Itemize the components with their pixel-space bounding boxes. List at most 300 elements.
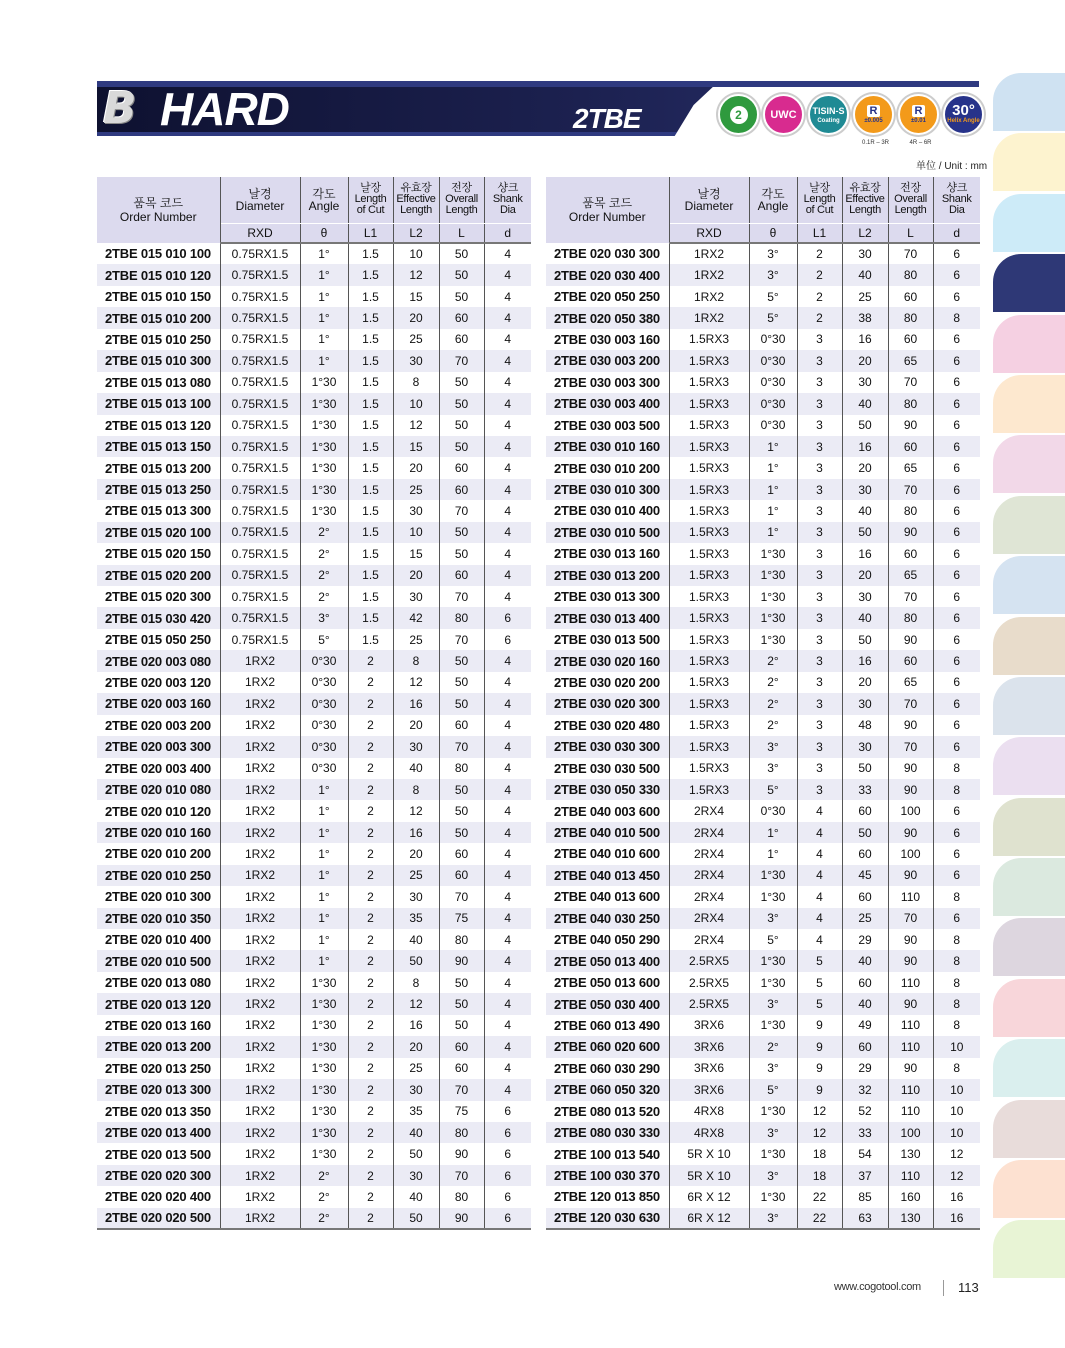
effective-length-cell: 25 [393,329,439,350]
shank-dia-cell: 6 [953,632,961,647]
side-tab[interactable] [993,1160,1065,1218]
effective-length-cell: 8 [393,972,439,993]
shank-dia-cell: 4 [484,479,531,500]
footer-website[interactable]: www.cogotool.com [834,1281,921,1293]
side-tab[interactable] [993,375,1065,433]
diameter-symbol: RXD [220,223,300,243]
l-symbol: L [888,223,933,243]
angle-cell: 2° [300,543,348,564]
effective-length-cell: 20 [842,565,888,586]
table-row [97,929,531,950]
order-number-cell: 2TBE 020 010 160 [97,822,220,843]
shank-dia-cell: 6 [484,1208,531,1229]
length-of-cut-cell: 4 [797,865,842,886]
diameter-cell: 1.5RX3 [669,543,749,564]
diameter-cell: 1RX2 [669,243,749,264]
side-tab[interactable] [993,858,1065,916]
table-row [97,586,531,607]
overall-length-cell: 50 [439,522,484,543]
effective-length-cell: 60 [842,800,888,821]
header-label: Length [849,204,881,217]
diameter-cell: 3RX6 [669,1015,749,1036]
effective-length-cell: 30 [842,243,888,264]
diameter-cell: 1RX2 [220,1165,300,1186]
side-tab[interactable] [993,1220,1065,1278]
overall-length-cell: 50 [439,693,484,714]
effective-length-cell: 30 [393,1165,439,1186]
header-label: 날경 [697,186,721,201]
overall-length-cell: 60 [439,457,484,478]
length-of-cut-cell: 2 [797,264,842,285]
table-row [546,1101,980,1122]
length-of-cut-cell: 3 [797,500,842,521]
length-of-cut-cell: 1.5 [348,565,393,586]
length-of-cut-cell: 2 [348,972,393,993]
side-tab[interactable] [993,315,1065,373]
length-of-cut-cell: 18 [797,1165,842,1186]
overall-length-cell: 60 [888,543,933,564]
order-number-cell: 2TBE 030 020 200 [546,672,669,693]
table-row [546,843,980,864]
shank-dia-cell: 4 [484,779,531,800]
effective-length-cell: 50 [842,415,888,436]
angle-cell: 5° [300,629,348,650]
table-row [97,758,531,779]
table-row [546,672,980,693]
radius-range-caption: 4R – 6R [909,140,932,146]
overall-length-cell: 50 [439,800,484,821]
order-number-cell: 2TBE 020 030 400 [546,264,669,285]
shank-dia-cell: 8 [933,779,980,800]
order-number-cell: 2TBE 030 030 500 [546,758,669,779]
order-number-cell: 2TBE 020 050 250 [546,286,669,307]
header-label: 각도 [312,186,336,201]
overall-length-cell: 70 [439,629,484,650]
length-of-cut-cell: 4 [797,886,842,907]
overall-length-cell: 50 [439,286,484,307]
table-row [546,243,980,264]
length-of-cut-cell: 1.5 [348,329,393,350]
overall-length-cell: 110 [888,1165,933,1186]
radius-range-caption: 0.1R – 3R [861,140,889,146]
order-number-cell: 2TBE 020 003 400 [97,758,220,779]
overall-length-cell: 50 [439,264,484,285]
side-tab-active[interactable] [993,254,1065,312]
effective-length-cell: 30 [393,1079,439,1100]
unit-label: 单位 / Unit : mm [916,161,988,172]
overall-length-cell: 50 [439,415,484,436]
overall-length-cell: 100 [888,843,933,864]
table-row [546,865,980,886]
effective-length-cell: 30 [842,586,888,607]
length-of-cut-cell: 5 [797,993,842,1014]
effective-length-cell: 25 [393,629,439,650]
angle-cell: 1°30 [300,1122,348,1143]
effective-length-cell: 60 [842,843,888,864]
length-of-cut-cell: 22 [797,1208,842,1229]
order-number-cell: 2TBE 015 013 080 [97,372,220,393]
overall-length-cell: 80 [439,758,484,779]
side-tab[interactable] [993,1100,1065,1158]
length-of-cut-cell: 1.5 [348,522,393,543]
shank-dia-cell: 6 [953,375,961,390]
order-number-cell: 2TBE 030 010 400 [546,500,669,521]
effective-length-cell: 33 [842,1122,888,1143]
length-of-cut-cell: 2 [348,1186,393,1207]
table-row [546,350,980,371]
shank-dia-cell: 4 [484,1036,531,1057]
side-tab[interactable] [993,435,1065,493]
effective-length-cell: 50 [393,1143,439,1164]
angle-cell: 1° [300,264,348,285]
header-label: 날장 [360,182,381,195]
order-number-cell: 2TBE 030 020 300 [546,693,669,714]
header-label: of Cut [356,204,385,217]
effective-length-cell: 16 [842,543,888,564]
overall-length-cell: 90 [888,993,933,1014]
order-number-cell: 2TBE 015 010 120 [97,264,220,285]
overall-length-cell: 160 [888,1186,933,1207]
length-of-cut-cell: 3 [797,607,842,628]
diameter-cell: 0.75RX1.5 [220,586,300,607]
overall-length-cell: 50 [439,243,484,264]
table-row [546,1143,980,1164]
table-row [97,372,531,393]
angle-cell: 0°30 [300,758,348,779]
side-tab[interactable] [993,737,1065,795]
table-row [97,843,531,864]
length-of-cut-cell: 3 [797,586,842,607]
diameter-cell: 1RX2 [220,758,300,779]
length-of-cut-cell: 1.5 [348,436,393,457]
side-tab[interactable] [993,194,1065,252]
shank-dia-cell: 6 [953,247,961,262]
helix-angle-icon: 30° Helix Angle [943,94,984,135]
overall-length-cell: 110 [888,886,933,907]
diameter-cell: 0.75RX1.5 [220,629,300,650]
shank-dia-cell: 10 [933,1122,980,1143]
header-label: 전장 [900,182,921,195]
diameter-cell: 1.5RX3 [669,736,749,757]
length-of-cut-cell: 2 [348,693,393,714]
angle-cell: 1° [300,779,348,800]
diameter-cell: 1RX2 [220,929,300,950]
diameter-cell: 6R X 12 [669,1208,749,1229]
table-row [546,993,980,1014]
shank-dia-cell: 6 [953,846,961,861]
length-of-cut-cell: 1.5 [348,307,393,328]
diameter-cell: 1.5RX3 [669,565,749,586]
shank-dia-cell: 6 [933,436,980,457]
diameter-cell: 2.5RX5 [669,993,749,1014]
overall-length-cell: 100 [888,1122,933,1143]
diameter-cell: 0.75RX1.5 [220,350,300,371]
effective-length-cell: 30 [842,372,888,393]
side-tab[interactable] [993,798,1065,856]
order-number-cell: 2TBE 120 030 630 [546,1208,669,1229]
order-number-cell: 2TBE 060 013 490 [546,1015,669,1036]
order-number-cell: 2TBE 020 010 300 [97,886,220,907]
effective-length-cell: 20 [393,1036,439,1057]
length-of-cut-cell: 2 [348,736,393,757]
effective-length-cell: 30 [842,736,888,757]
angle-cell: 1° [300,929,348,950]
order-number-cell: 2TBE 030 003 500 [546,415,669,436]
order-number-cell: 2TBE 040 003 600 [546,800,669,821]
diameter-cell: 5R X 10 [669,1143,749,1164]
length-of-cut-cell: 4 [797,929,842,950]
effective-length-cell: 16 [842,436,888,457]
shank-dia-cell: 6 [504,1189,512,1204]
effective-length-cell: 40 [393,1122,439,1143]
length-of-cut-cell: 3 [797,329,842,350]
length-of-cut-cell: 12 [797,1122,842,1143]
order-number-cell: 2TBE 020 003 080 [97,650,220,671]
effective-length-cell: 12 [393,672,439,693]
angle-cell: 2° [300,1165,348,1186]
shank-dia-cell: 6 [953,675,961,690]
side-tab[interactable] [993,677,1065,735]
two-flute-icon: 2 [718,94,759,135]
table-row [97,500,531,521]
angle-cell: 1° [749,822,797,843]
length-of-cut-cell: 3 [797,436,842,457]
table-body-right [546,243,980,1229]
diameter-cell: 1RX2 [220,843,300,864]
overall-length-cell: 130 [888,1143,933,1164]
order-number-cell: 2TBE 015 010 100 [97,243,220,264]
order-number-cell: 2TBE 020 013 500 [97,1143,220,1164]
length-of-cut-cell: 2 [348,950,393,971]
length-of-cut-cell: 3 [797,629,842,650]
angle-cell: 1° [749,457,797,478]
order-number-cell: 2TBE 015 013 250 [97,479,220,500]
length-of-cut-cell: 3 [797,693,842,714]
length-of-cut-cell: 2 [797,243,842,264]
angle-cell: 1° [300,843,348,864]
effective-length-cell: 30 [393,500,439,521]
overall-length-header [888,177,933,223]
effective-length-cell: 50 [842,629,888,650]
table-row [546,715,980,736]
overall-length-cell: 50 [439,436,484,457]
table-row [97,543,531,564]
angle-cell: 5° [749,779,797,800]
overall-length-cell: 60 [439,715,484,736]
effective-length-cell: 40 [842,950,888,971]
length-of-cut-cell: 2 [348,758,393,779]
angle-cell: 0°30 [300,715,348,736]
table-row [97,1186,531,1207]
angle-header [300,177,348,223]
diameter-cell: 1RX2 [220,1015,300,1036]
effective-length-cell: 12 [393,415,439,436]
diameter-cell: 1.5RX3 [669,715,749,736]
side-tab[interactable] [993,496,1065,554]
diameter-cell: 1.5RX3 [669,779,749,800]
table-row [97,1101,531,1122]
table-row [546,415,980,436]
series-code: 2TBE [573,103,641,134]
effective-length-cell: 52 [842,1101,888,1122]
diameter-cell: 0.75RX1.5 [220,500,300,521]
diameter-cell: 5R X 10 [669,1165,749,1186]
shank-dia-cell: 4 [504,375,512,390]
side-tab[interactable] [993,979,1065,1037]
overall-length-cell: 70 [439,1165,484,1186]
table-row [97,972,531,993]
table-row [546,329,980,350]
shank-dia-cell: 6 [504,1147,512,1162]
order-number-cell: 2TBE 020 013 200 [97,1036,220,1057]
shank-dia-cell: 4 [504,975,512,990]
effective-length-cell: 29 [842,929,888,950]
header-label: Shank [941,193,972,206]
side-tab[interactable] [993,617,1065,675]
overall-length-cell: 70 [439,500,484,521]
side-tab[interactable] [993,133,1065,191]
effective-length-cell: 20 [842,457,888,478]
radius-tolerance-icon: R ±0.005 0.1R – 3R [853,94,894,135]
angle-cell: 2° [749,715,797,736]
table-row [97,415,531,436]
l2-symbol: L2 [842,223,888,243]
shank-dia-cell: 8 [953,975,961,990]
length-of-cut-cell: 2 [348,908,393,929]
order-number-cell: 2TBE 100 013 540 [546,1143,669,1164]
angle-cell: 1° [749,522,797,543]
length-of-cut-cell: 2 [797,307,842,328]
table-row [97,886,531,907]
diameter-cell: 6R X 12 [669,1186,749,1207]
effective-length-header [842,177,888,223]
shank-dia-cell: 6 [933,736,980,757]
header-label: Effective [396,193,436,206]
diameter-cell: 1RX2 [220,886,300,907]
length-of-cut-cell: 1.5 [348,500,393,521]
effective-length-cell: 40 [842,500,888,521]
diameter-cell: 2RX4 [669,822,749,843]
effective-length-cell: 20 [393,715,439,736]
header-label: 품목 코드 [582,195,633,210]
length-of-cut-cell: 1.5 [348,457,393,478]
length-of-cut-cell: 2 [348,672,393,693]
angle-cell: 1° [300,350,348,371]
length-of-cut-cell: 3 [797,672,842,693]
overall-length-cell: 60 [439,843,484,864]
table-row [546,1208,980,1229]
order-number-cell: 2TBE 020 003 120 [97,672,220,693]
shank-dia-cell: 6 [933,908,980,929]
shank-dia-cell: 4 [484,908,531,929]
order-number-cell: 2TBE 030 020 480 [546,715,669,736]
effective-length-cell: 40 [842,993,888,1014]
overall-length-cell: 65 [888,350,933,371]
diameter-cell: 2RX4 [669,800,749,821]
overall-length-cell: 80 [888,393,933,414]
shank-dia-cell: 6 [953,718,961,733]
order-number-cell: 2TBE 020 020 300 [97,1165,220,1186]
diameter-cell: 1RX2 [220,800,300,821]
header-label: 유효장 [849,182,881,195]
shank-dia-cell: 4 [484,436,531,457]
diameter-cell: 1RX2 [220,1143,300,1164]
length-of-cut-cell: 1.5 [348,415,393,436]
length-of-cut-cell: 9 [797,1058,842,1079]
shank-dia-cell: 4 [504,889,512,904]
shank-dia-cell: 8 [933,993,980,1014]
table-row [546,972,980,993]
length-of-cut-cell: 2 [348,1165,393,1186]
angle-cell: 1°30 [300,972,348,993]
shank-dia-cell: 4 [484,1079,531,1100]
overall-length-cell: 75 [439,1101,484,1122]
overall-length-cell: 75 [439,908,484,929]
angle-cell: 0°30 [300,650,348,671]
shank-dia-cell: 6 [953,332,961,347]
order-number-cell: 2TBE 020 013 350 [97,1101,220,1122]
effective-length-cell: 50 [393,1208,439,1229]
length-of-cut-cell: 2 [348,1208,393,1229]
shank-dia-cell: 10 [950,1104,964,1119]
table-row [97,329,531,350]
order-number-cell: 2TBE 040 030 250 [546,908,669,929]
feature-badges [718,94,984,144]
table-row [97,950,531,971]
length-of-cut-cell: 3 [797,736,842,757]
order-number-cell: 2TBE 015 013 100 [97,393,220,414]
order-number-cell: 2TBE 030 013 200 [546,565,669,586]
shank-dia-cell: 4 [504,761,512,776]
shank-dia-cell: 8 [953,932,961,947]
effective-length-cell: 16 [842,650,888,671]
effective-length-cell: 60 [842,972,888,993]
order-number-cell: 2TBE 020 010 250 [97,865,220,886]
header-label: 날경 [248,186,272,201]
side-tab[interactable] [993,918,1065,976]
table-row [546,286,980,307]
table-row [546,307,980,328]
header-label: Angle [757,198,789,213]
side-tab[interactable] [993,556,1065,614]
d-symbol: d [933,223,980,243]
overall-length-cell: 130 [888,1208,933,1229]
overall-length-cell: 90 [888,950,933,971]
angle-cell: 2° [300,586,348,607]
header-label: 각도 [761,186,785,201]
diameter-cell: 1RX2 [220,1186,300,1207]
side-tab[interactable] [993,73,1065,131]
shank-dia-cell: 4 [484,822,531,843]
overall-length-cell: 60 [888,650,933,671]
table-row [546,1122,980,1143]
l-symbol: L [439,223,484,243]
diameter-cell: 4RX8 [669,1122,749,1143]
diameter-cell: 1.5RX3 [669,436,749,457]
order-number-cell: 2TBE 030 010 200 [546,457,669,478]
table-row [546,758,980,779]
shank-dia-cell: 6 [933,565,980,586]
order-number-cell: 2TBE 020 010 350 [97,908,220,929]
table-row [546,1186,980,1207]
effective-length-cell: 32 [842,1079,888,1100]
shank-dia-cell: 4 [504,289,512,304]
diameter-cell: 1RX2 [220,993,300,1014]
diameter-cell: 0.75RX1.5 [220,522,300,543]
side-tab[interactable] [993,1039,1065,1097]
order-number-cell: 2TBE 015 050 250 [97,629,220,650]
angle-symbol: θ [300,223,348,243]
